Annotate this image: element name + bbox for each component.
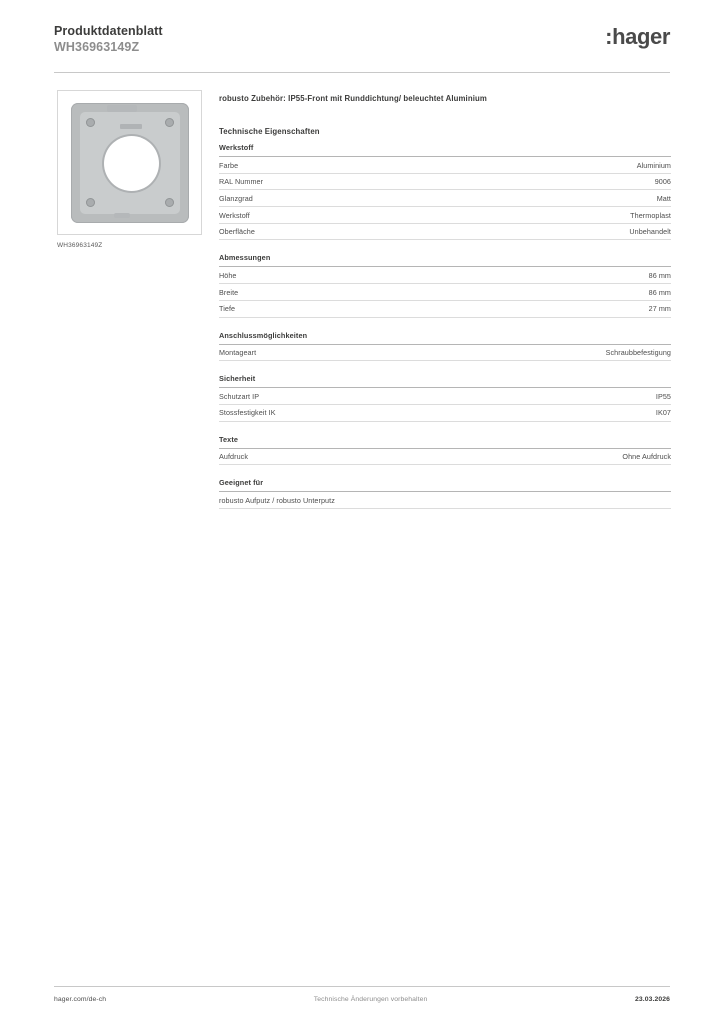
property-value: 27 mm (648, 304, 671, 314)
page-footer (54, 996, 670, 1003)
datasheet-content (219, 94, 671, 522)
product-tab-bottom (114, 213, 130, 218)
property-label: Montageart (219, 348, 257, 357)
property-label: Breite (219, 287, 239, 297)
property-label: Stossfestigkeit IK (219, 408, 276, 418)
hager-logo: :hager (605, 24, 670, 49)
property-label: Oberfläche (219, 227, 255, 237)
product-frame-inner (80, 112, 180, 214)
property-row (219, 405, 671, 422)
product-image-caption: WH36963149Z (57, 242, 103, 249)
property-row (219, 174, 671, 191)
page-title: Produktdatenblatt (54, 24, 163, 38)
property-value: Unbehandelt (629, 227, 671, 237)
product-screw-bottom-left (86, 198, 95, 207)
property-group-title: Geeignet für (219, 478, 671, 492)
property-group (219, 143, 671, 240)
footer-disclaimer: Technische Änderungen vorbehalten (313, 996, 428, 1003)
section-heading-technical-properties: Technische Eigenschaften (219, 127, 320, 136)
property-group-title: Sicherheit (219, 374, 671, 388)
property-value: 86 mm (648, 270, 671, 280)
product-screw-bottom-right (165, 198, 174, 207)
property-group-title: Texte (219, 435, 671, 449)
property-value: Aluminium (636, 160, 671, 170)
footer-website[interactable]: hager.com/de-ch (54, 996, 107, 1003)
property-row (219, 207, 671, 224)
property-label: Werkstoff (219, 210, 250, 220)
property-value: Ohne Aufdruck (622, 452, 671, 462)
property-row (219, 301, 671, 318)
property-row (219, 388, 671, 405)
product-image (57, 90, 202, 235)
header-titles (54, 24, 163, 55)
product-image-block (57, 90, 204, 249)
product-screw-top-right (165, 118, 174, 127)
product-headline: robusto Zubehör: IP55-Front mit Runddichtung/ beleuchtet Aluminium (219, 94, 487, 103)
property-group (219, 331, 671, 362)
property-label: Tiefe (219, 304, 236, 314)
property-row (219, 157, 671, 174)
property-value: IP55 (655, 391, 671, 401)
property-value: 9006 (654, 177, 671, 187)
property-value: Schraubbefestigung (605, 348, 671, 357)
property-row (219, 449, 671, 466)
property-label: Schutzart IP (219, 391, 260, 401)
property-label: Aufdruck (219, 452, 249, 462)
property-row (219, 345, 671, 362)
property-row (219, 224, 671, 241)
property-row (219, 190, 671, 207)
footer-date: 23.03.2026 (634, 996, 670, 1003)
property-value: 86 mm (648, 287, 671, 297)
footer-divider (54, 986, 670, 987)
product-round-opening (104, 136, 159, 191)
header-divider (54, 72, 670, 73)
property-group (219, 374, 671, 421)
property-label: Farbe (219, 160, 239, 170)
property-label: Höhe (219, 270, 237, 280)
property-value: IK07 (655, 408, 671, 418)
property-label: Glanzgrad (219, 193, 253, 203)
property-label: robusto Aufputz / robusto Unterputz (219, 495, 335, 505)
product-tab-top (107, 105, 137, 112)
product-marking (120, 124, 142, 129)
property-group-title: Werkstoff (219, 143, 671, 157)
product-frame-outer (71, 103, 189, 223)
property-value: Matt (656, 193, 671, 203)
property-group (219, 435, 671, 466)
property-row (219, 267, 671, 284)
page-header (54, 24, 670, 66)
property-group-title: Anschlussmöglichkeiten (219, 331, 671, 345)
property-groups (219, 143, 671, 509)
product-screw-top-left (86, 118, 95, 127)
property-label: RAL Nummer (219, 177, 264, 187)
product-reference: WH36963149Z (54, 40, 140, 54)
property-group (219, 253, 671, 317)
property-group-title: Abmessungen (219, 253, 671, 267)
property-value: Thermoplast (630, 210, 671, 220)
property-row (219, 284, 671, 301)
property-group (219, 478, 671, 509)
property-row (219, 492, 671, 509)
